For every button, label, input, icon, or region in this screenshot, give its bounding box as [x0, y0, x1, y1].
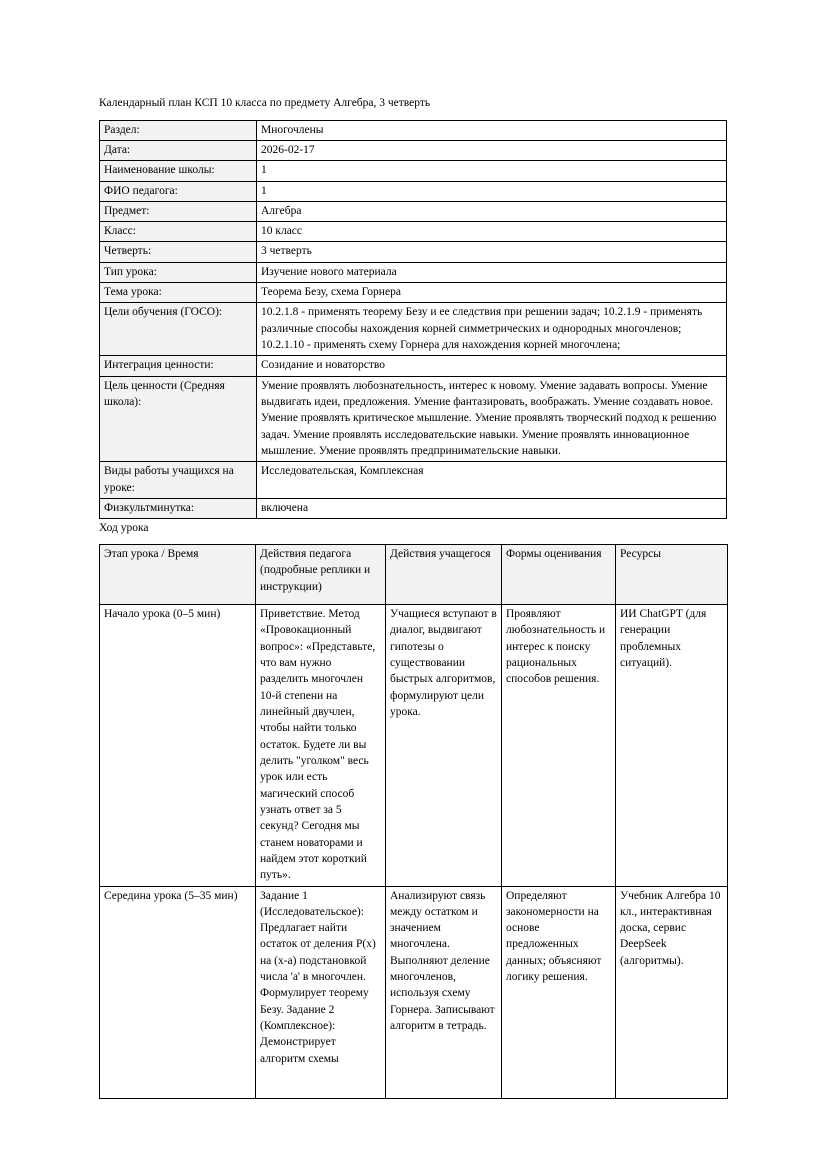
info-label: Цели обучения (ГОСО): — [100, 303, 257, 356]
info-value: Теорема Безу, схема Горнера — [257, 283, 727, 303]
cell-resources: ИИ ChatGPT (для генерации проблемных ситуаций). — [616, 604, 728, 886]
cell-assessment: Определяют закономерности на основе предложенных данных; объясняют логику решения. — [502, 886, 616, 1098]
info-value: 2026-02-17 — [257, 140, 727, 160]
table-row — [100, 140, 727, 160]
cell-teacher-actions: Задание 1 (Исследовательское): Предлагает найти остаток от деления P(x) на (x-a) подстановкой числа 'a' в многочлен. Формулирует теорему Безу. Задание 2 (Комплексное): Демонстрирует алгоритм схемы — [256, 886, 386, 1098]
info-label: Раздел: — [100, 120, 257, 140]
info-label: Виды работы учащихся на уроке: — [100, 462, 257, 499]
info-value: Умение проявлять любознательность, интерес к новому. Умение задавать вопросы. Умение выдвигать идеи, предложения. Умение фантазировать, воображать. Умение создавать новое. Умение проявлять критическое мышление. Умение проявлять творческий подход к решению задач. Умение проявлять исследовательские навыки. Умение проявлять инновационное мышление. Умение проявлять предпринимательские навыки. — [257, 376, 727, 462]
table-row — [100, 499, 727, 519]
table-row — [100, 222, 727, 242]
cell-student-actions: Учащиеся вступают в диалог, выдвигают гипотезы о существовании быстрых алгоритмов, формулируют цели урока. — [386, 604, 502, 886]
info-value: Алгебра — [257, 201, 727, 221]
info-value: Исследовательская, Комплексная — [257, 462, 727, 499]
info-label: Наименование школы: — [100, 161, 257, 181]
info-label: Физкультминутка: — [100, 499, 257, 519]
column-header-resources: Ресурсы — [616, 544, 728, 604]
section-label-lesson-flow: Ход урока — [99, 522, 149, 535]
lesson-flow-body — [100, 604, 728, 1098]
info-value: Многочлены — [257, 120, 727, 140]
info-label: Дата: — [100, 140, 257, 160]
table-row — [100, 120, 727, 140]
table-header-row — [100, 544, 728, 604]
table-row — [100, 303, 727, 356]
lesson-flow-table — [99, 544, 728, 1099]
lesson-info-table — [99, 120, 727, 520]
column-header-teacher-actions: Действия педагога (подробные реплики и инструкции) — [256, 544, 386, 604]
cell-stage: Середина урока (5–35 мин) — [100, 886, 256, 1098]
table-row — [100, 462, 727, 499]
table-row — [100, 262, 727, 282]
info-label: ФИО педагога: — [100, 181, 257, 201]
table-row — [100, 886, 728, 1098]
info-value: 1 — [257, 161, 727, 181]
info-value: 10 класс — [257, 222, 727, 242]
table-row — [100, 283, 727, 303]
cell-teacher-actions: Приветствие. Метод «Провокационный вопрос»: «Представьте, что вам нужно разделить многочлен 10-й степени на линейный двучлен, чтобы найти только остаток. Будете ли вы делить "уголком" весь урок или есть магический способ узнать ответ за 5 секунд? Сегодня мы станем новаторами и найдем этот короткий путь». — [256, 604, 386, 886]
info-label: Четверть: — [100, 242, 257, 262]
info-label: Интеграция ценности: — [100, 356, 257, 376]
info-label: Предмет: — [100, 201, 257, 221]
info-value: 10.2.1.8 - применять теорему Безу и ее следствия при решении задач; 10.2.1.9 - применять различные способы нахождения корней симметрических и однородных многочленов; 10.2.1.10 - применять схему Горнера для нахождения корней многочлена; — [257, 303, 727, 356]
table-row — [100, 604, 728, 886]
info-label: Тип урока: — [100, 262, 257, 282]
column-header-student-actions: Действия учащегося — [386, 544, 502, 604]
column-header-assessment: Формы оценивания — [502, 544, 616, 604]
cell-stage: Начало урока (0–5 мин) — [100, 604, 256, 886]
lesson-info-body — [100, 120, 727, 519]
info-label: Цель ценности (Средняя школа): — [100, 376, 257, 462]
table-row — [100, 161, 727, 181]
info-label: Класс: — [100, 222, 257, 242]
table-row — [100, 356, 727, 376]
page-title: Календарный план КСП 10 класса по предмету Алгебра, 3 четверть — [99, 97, 431, 109]
info-value: 1 — [257, 181, 727, 201]
info-value: 3 четверть — [257, 242, 727, 262]
table-row — [100, 242, 727, 262]
cell-assessment: Проявляют любознательность и интерес к поиску рациональных способов решения. — [502, 604, 616, 886]
table-row — [100, 376, 727, 462]
table-row — [100, 181, 727, 201]
column-header-stage: Этап урока / Время — [100, 544, 256, 604]
table-row — [100, 201, 727, 221]
lesson-flow-head — [100, 544, 728, 604]
info-value: Изучение нового материала — [257, 262, 727, 282]
info-label: Тема урока: — [100, 283, 257, 303]
info-value: включена — [257, 499, 727, 519]
info-value: Созидание и новаторство — [257, 356, 727, 376]
cell-resources: Учебник Алгебра 10 кл., интерактивная доска, сервис DeepSeek (алгоритмы). — [616, 886, 728, 1098]
cell-student-actions: Анализируют связь между остатком и значением многочлена. Выполняют деление многочленов, используя схему Горнера. Записывают алгоритм в тетрадь. — [386, 886, 502, 1098]
